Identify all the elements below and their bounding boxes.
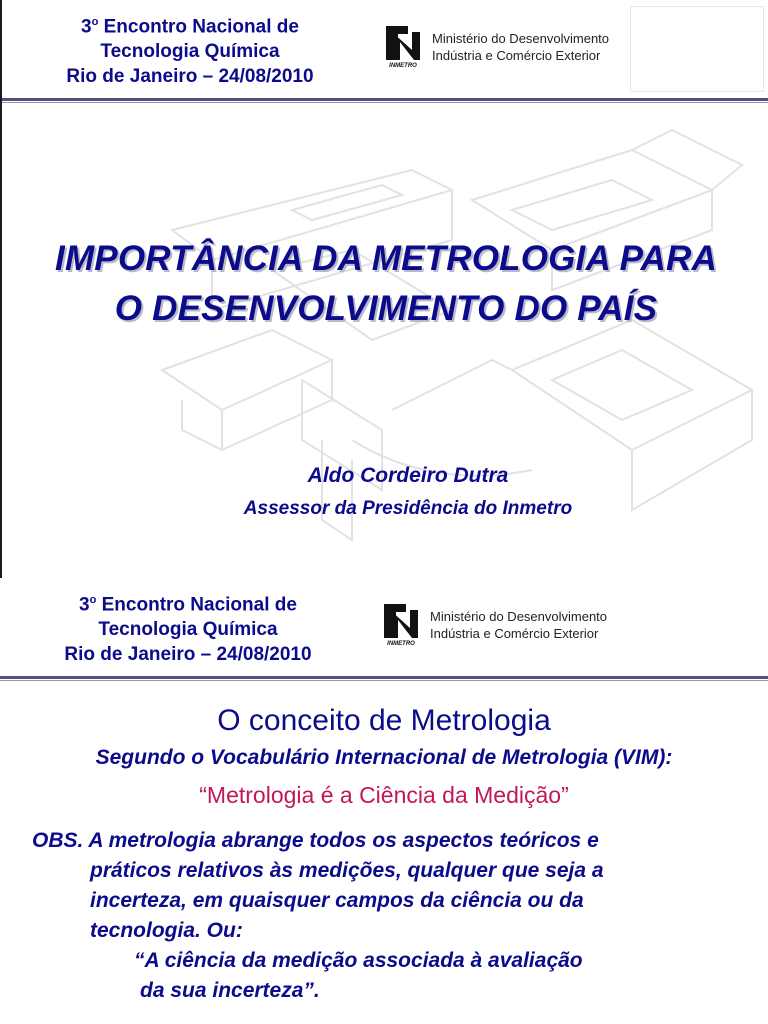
obs-quote-line-2: da sua incerteza”. <box>140 979 320 1002</box>
ministry-name <box>432 30 609 64</box>
obs-line-2: práticos relativos às medições, qualquer que seja a <box>90 859 604 882</box>
obs-line-3: incerteza, em quaisquer campos da ciência ou da <box>90 889 584 912</box>
event-ordinal-sup: o <box>89 594 97 606</box>
header-separator <box>0 676 768 679</box>
ministry-name <box>430 608 607 642</box>
slide-title: O conceito de Metrologia <box>217 704 551 737</box>
definition-quote: “Metrologia é a Ciência da Medição” <box>199 782 569 808</box>
slide-header <box>0 578 768 678</box>
ministry-line-2: Indústria e Comércio Exterior <box>430 626 599 641</box>
header-separator-thin <box>0 680 768 681</box>
ministry-line-1: Ministério do Desenvolvimento <box>432 31 610 46</box>
obs-quote-line-1: “A ciência da medição associada à avaliação <box>134 949 583 972</box>
inmetro-logo-icon <box>382 602 420 646</box>
author-name: Aldo Cordeiro Dutra <box>307 464 509 487</box>
event-line-2: Tecnologia Química <box>98 619 278 641</box>
author-role: Assessor da Presidência do Inmetro <box>243 498 573 519</box>
event-name <box>28 588 348 667</box>
event-ordinal: 3 <box>79 594 90 616</box>
event-name <box>30 10 350 89</box>
title-line-2: O DESENVOLVIMENTO DO PAÍS <box>114 289 658 328</box>
ministry-line-1: Ministério do Desenvolvimento <box>430 609 608 624</box>
slide-title <box>2 234 768 334</box>
event-line-3: Rio de Janeiro – 24/08/2010 <box>64 644 312 666</box>
event-line-1: Encontro Nacional de <box>98 16 299 38</box>
title-line-1: IMPORTÂNCIA DA METROLOGIA PARA <box>55 239 717 278</box>
event-line-2: Tecnologia Química <box>100 41 280 63</box>
ministry-line-2: Indústria e Comércio Exterior <box>432 48 601 63</box>
logo-text: INMETRO <box>389 63 417 68</box>
obs-line-4: tecnologia. Ou: <box>90 919 243 942</box>
event-ordinal: 3 <box>81 16 92 38</box>
event-line-1: Encontro Nacional de <box>96 594 297 616</box>
header-separator <box>2 98 768 101</box>
logo-text: INMETRO <box>387 641 415 646</box>
event-ordinal-sup: o <box>91 16 99 28</box>
obs-line-1: OBS. A metrologia abrange todos os aspectos teóricos e <box>32 829 599 852</box>
slide-header <box>2 0 768 100</box>
corner-placeholder <box>630 6 764 92</box>
event-line-3: Rio de Janeiro – 24/08/2010 <box>66 66 314 88</box>
header-separator-thin <box>2 102 768 103</box>
slide-2 <box>0 578 768 1024</box>
inmetro-logo-icon <box>384 24 422 68</box>
slide-subtitle: Segundo o Vocabulário Internacional de Metrologia (VIM): <box>95 746 673 769</box>
observation-text <box>32 826 752 1006</box>
